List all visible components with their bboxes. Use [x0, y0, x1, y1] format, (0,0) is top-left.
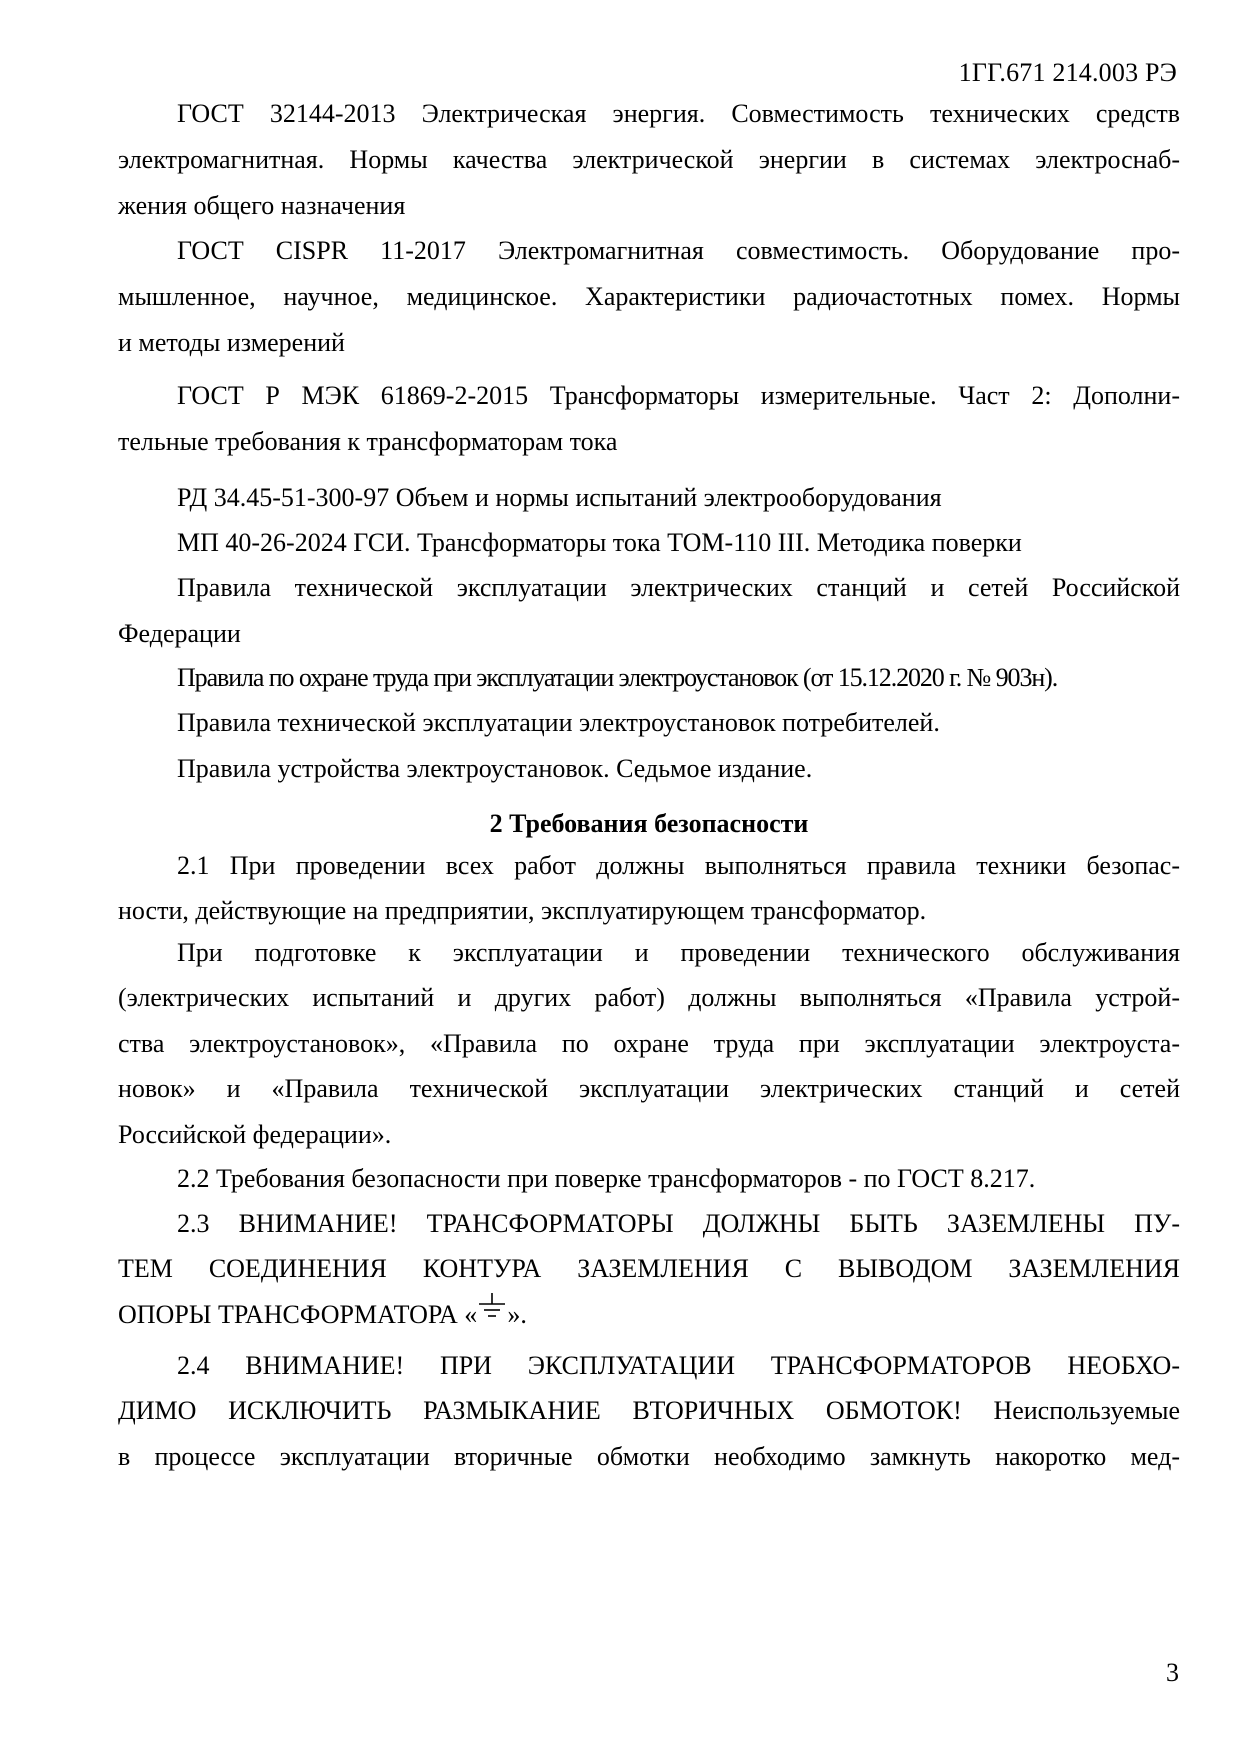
paragraph-2-1-line-1: 2.1 При проведении всех работ должны выполняться правила техники безопас- [177, 851, 1180, 880]
paragraph-2-4-line-3: в процессе эксплуатации вторичные обмотки необходимо замкнуть накоротко мед- [118, 1442, 1180, 1471]
page-number: 3 [1166, 1658, 1179, 1687]
paragraph-2-3-line-3 [118, 1299, 1180, 1330]
paragraph-2-3-line-3-suffix: ». [507, 1300, 527, 1329]
paragraph-2-4-line-1: 2.4 ВНИМАНИЕ! ПРИ ЭКСПЛУАТАЦИИ ТРАНСФОРМАТОРОВ НЕОБХО- [177, 1351, 1180, 1380]
paragraph-2-3-line-2: ТЕМ СОЕДИНЕНИЯ КОНТУРА ЗАЗЕМЛЕНИЯ С ВЫВОДОМ ЗАЗЕМЛЕНИЯ [118, 1254, 1180, 1283]
section-heading: 2 Требования безопасности [489, 809, 809, 838]
reference-gost-cispr-line-2: мышленное, научное, медицинское. Характеристики радиочастотных помех. Нормы [118, 282, 1180, 311]
paragraph-preparation-line-3: ства электроустановок», «Правила по охране труда при эксплуатации электроуста- [118, 1029, 1180, 1058]
reference-pue: Правила устройства электроустановок. Седьмое издание. [177, 754, 813, 783]
paragraph-2-4-line-2: ДИМО ИСКЛЮЧИТЬ РАЗМЫКАНИЕ ВТОРИЧНЫХ ОБМОТОК! Неиспользуемые [118, 1396, 1180, 1425]
reference-gost-32144-line-1: ГОСТ 32144-2013 Электрическая энергия. Совместимость технических средств [177, 99, 1180, 128]
reference-gost-mek-line-2: тельные требования к трансформаторам тока [118, 427, 618, 456]
paragraph-preparation-line-4: новок» и «Правила технической эксплуатации электрических станций и сетей [118, 1074, 1180, 1103]
document-code: 1ГГ.671 214.003 РЭ [958, 58, 1177, 87]
reference-rd: РД 34.45-51-300-97 Объем и нормы испытаний электрооборудования [177, 483, 942, 512]
paragraph-2-1-line-2: ности, действующие на предприятии, эксплуатирующем трансформатор. [118, 896, 927, 925]
reference-labor-safety: Правила по охране труда при эксплуатации электроустановок (от 15.12.2020 г. № 903н). [177, 663, 1058, 692]
paragraph-preparation-line-2: (электрических испытаний и других работ) должны выполняться «Правила устрой- [118, 983, 1180, 1012]
reference-pte-stations-line-2: Федерации [118, 619, 241, 648]
paragraph-preparation-line-1: При подготовке к эксплуатации и проведении технического обслуживания [177, 938, 1180, 967]
reference-gost-32144-line-2: электромагнитная. Нормы качества электрической энергии в системах электроснаб- [118, 145, 1180, 174]
ground-icon [477, 1299, 507, 1325]
reference-mp: МП 40-26-2024 ГСИ. Трансформаторы тока ТОМ-110 III. Методика поверки [177, 528, 1022, 557]
reference-gost-cispr-line-1: ГОСТ CISPR 11-2017 Электромагнитная совместимость. Оборудование про- [177, 236, 1180, 265]
reference-gost-cispr-line-3: и методы измерений [118, 328, 345, 357]
reference-pte-stations-line-1: Правила технической эксплуатации электрических станций и сетей Российской [177, 573, 1180, 602]
reference-gost-mek-line-1: ГОСТ Р МЭК 61869-2-2015 Трансформаторы измерительные. Част 2: Дополни- [177, 381, 1180, 410]
paragraph-2-3-line-3-prefix: ОПОРЫ ТРАНСФОРМАТОРА « [118, 1300, 478, 1329]
paragraph-preparation-line-5: Российской федерации». [118, 1120, 392, 1149]
paragraph-2-3-line-1: 2.3 ВНИМАНИЕ! ТРАНСФОРМАТОРЫ ДОЛЖНЫ БЫТЬ ЗАЗЕМЛЕНЫ ПУ- [177, 1209, 1180, 1238]
reference-gost-32144-line-3: жения общего назначения [118, 191, 406, 220]
paragraph-2-2: 2.2 Требования безопасности при поверке трансформаторов - по ГОСТ 8.217. [177, 1164, 1036, 1193]
reference-pte-consumers: Правила технической эксплуатации электроустановок потребителей. [177, 708, 940, 737]
